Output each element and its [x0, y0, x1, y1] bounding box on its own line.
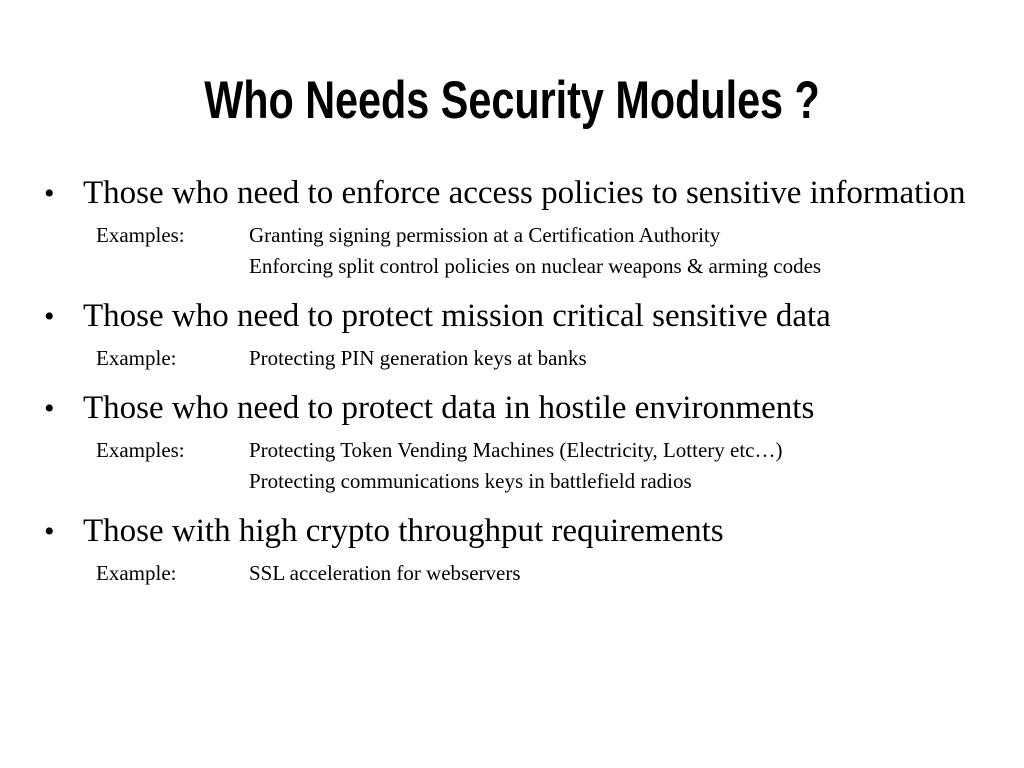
bullet-icon: • — [44, 177, 55, 210]
example-line — [0, 466, 1024, 497]
example-label: Examples: — [96, 223, 185, 247]
bullet-text: Those who need to protect mission critical sensitive data — [83, 298, 831, 334]
bullet-group-hostile-environments — [0, 385, 1024, 497]
example-text: Protecting communications keys in battlefield radios — [249, 469, 692, 493]
example-text: Protecting PIN generation keys at banks — [249, 346, 587, 370]
bullet-group-crypto-throughput — [0, 508, 1024, 589]
bullet-group-access-policies — [0, 170, 1024, 282]
bullet-text: Those who need to enforce access policies to sensitive information — [83, 175, 966, 211]
example-text: Protecting Token Vending Machines (Electricity, Lottery etc…) — [249, 438, 783, 462]
example-line — [0, 220, 1024, 251]
example-text: SSL acceleration for webservers — [249, 561, 521, 585]
example-text: Granting signing permission at a Certification Authority — [249, 223, 721, 247]
example-text: Enforcing split control policies on nuclear weapons & arming codes — [249, 254, 822, 278]
example-label: Example: — [96, 346, 177, 370]
slide-content — [0, 170, 1024, 600]
example-line — [0, 251, 1024, 282]
bullet-text: Those who need to protect data in hostile environments — [83, 390, 815, 426]
example-line — [0, 558, 1024, 589]
bullet-item — [0, 385, 1024, 432]
example-line — [0, 435, 1024, 466]
bullet-icon: • — [44, 515, 55, 548]
example-label: Example: — [96, 561, 177, 585]
bullet-item — [0, 170, 1024, 217]
bullet-group-mission-critical — [0, 293, 1024, 374]
bullet-icon: • — [44, 392, 55, 425]
bullet-item — [0, 293, 1024, 340]
example-label: Examples: — [96, 438, 185, 462]
bullet-text: Those with high crypto throughput requirements — [83, 513, 724, 549]
example-line — [0, 343, 1024, 374]
bullet-item — [0, 508, 1024, 555]
slide-title: Who Needs Security Modules ? — [204, 71, 820, 130]
bullet-icon: • — [44, 300, 55, 333]
